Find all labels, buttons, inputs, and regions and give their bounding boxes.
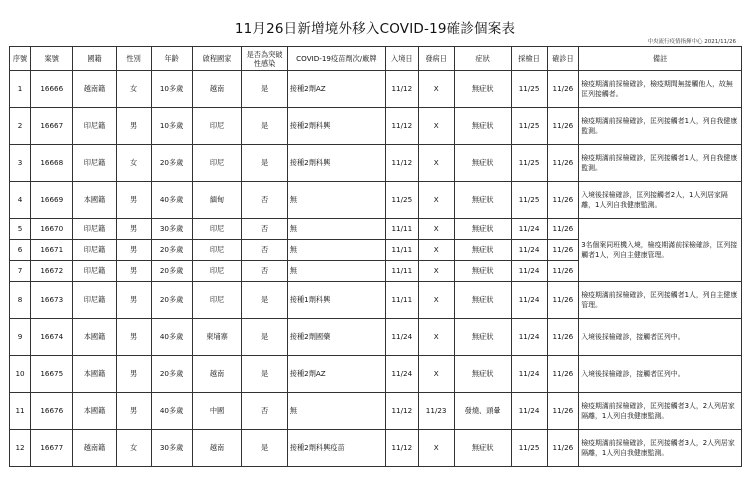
cell-seq: 11 <box>10 393 31 430</box>
table-row <box>10 319 742 356</box>
cell-entry: 11/12 <box>385 145 418 182</box>
cell-entry: 11/24 <box>385 319 418 356</box>
cell-age: 10多歲 <box>151 71 192 108</box>
cell-age: 40多歲 <box>151 319 192 356</box>
cell-nationality: 印尼籍 <box>73 240 116 261</box>
table-row <box>10 108 742 145</box>
cell-sex: 女 <box>116 430 151 467</box>
cell-symptom: 無症狀 <box>454 182 511 219</box>
cell-test: 11/25 <box>511 108 547 145</box>
cell-test: 11/25 <box>511 430 547 467</box>
cell-age: 40多歲 <box>151 393 192 430</box>
cell-case-no: 16672 <box>31 261 73 282</box>
cell-vaccine: 接種2劑科興 <box>287 145 385 182</box>
cell-age: 20多歲 <box>151 282 192 319</box>
cell-breakthrough: 是 <box>242 108 287 145</box>
cell-seq: 8 <box>10 282 31 319</box>
cell-test: 11/24 <box>511 240 547 261</box>
cell-confirm: 11/26 <box>547 356 579 393</box>
header-age: 年齡 <box>151 47 192 71</box>
cell-seq: 5 <box>10 219 31 240</box>
cell-vaccine: 接種2劑國藥 <box>287 319 385 356</box>
cell-vaccine: 無 <box>287 219 385 240</box>
cell-sex: 男 <box>116 356 151 393</box>
cell-symptom: 無症狀 <box>454 240 511 261</box>
cell-test: 11/24 <box>511 393 547 430</box>
cell-nationality: 印尼籍 <box>73 261 116 282</box>
cell-seq: 1 <box>10 71 31 108</box>
cell-test: 11/25 <box>511 71 547 108</box>
cell-seq: 4 <box>10 182 31 219</box>
cell-remark: 入境後採檢確診，接觸者匡列中。 <box>579 319 742 356</box>
cell-confirm: 11/26 <box>547 393 579 430</box>
cell-vaccine: 接種2劑科興 <box>287 108 385 145</box>
table-row <box>10 393 742 430</box>
cell-remark: 檢疫期滿前採檢確診，匡列接觸者1人，列自我健康監測。 <box>579 145 742 182</box>
cell-departure: 印尼 <box>192 108 242 145</box>
header-onset: 發病日 <box>418 47 454 71</box>
cell-symptom: 無症狀 <box>454 219 511 240</box>
cell-onset: 11/23 <box>418 393 454 430</box>
cell-departure: 柬埔寨 <box>192 319 242 356</box>
cell-vaccine: 無 <box>287 261 385 282</box>
table-row <box>10 282 742 319</box>
cell-confirm: 11/26 <box>547 145 579 182</box>
page-title: 11月26日新增境外移入COVID-19確診個案表 <box>234 21 516 37</box>
cell-symptom: 無症狀 <box>454 71 511 108</box>
cell-vaccine: 接種1劑科興 <box>287 282 385 319</box>
cell-symptom: 無症狀 <box>454 356 511 393</box>
cell-age: 20多歲 <box>151 145 192 182</box>
cell-onset: X <box>418 108 454 145</box>
header-row <box>10 47 742 71</box>
cell-test: 11/25 <box>511 182 547 219</box>
cell-confirm: 11/26 <box>547 261 579 282</box>
cell-remark: 入境後採檢確診，接觸者匡列中。 <box>579 356 742 393</box>
cell-seq: 10 <box>10 356 31 393</box>
cell-sex: 男 <box>116 319 151 356</box>
cell-departure: 印尼 <box>192 282 242 319</box>
cell-confirm: 11/26 <box>547 182 579 219</box>
cell-age: 20多歲 <box>151 261 192 282</box>
case-table <box>9 46 742 467</box>
cell-onset: X <box>418 430 454 467</box>
cell-case-no: 16673 <box>31 282 73 319</box>
cell-onset: X <box>418 219 454 240</box>
cell-remark: 入境後採檢確診，匡列接觸者2人，1人列居家隔離，1人列自我健康監測。 <box>579 182 742 219</box>
cell-remark: 檢疫期滿前採檢確診，匡列接觸者1人，列自我健康監測。 <box>579 108 742 145</box>
cell-symptom: 發燒、頭暈 <box>454 393 511 430</box>
cell-nationality: 印尼籍 <box>73 219 116 240</box>
cell-symptom: 無症狀 <box>454 319 511 356</box>
cell-seq: 3 <box>10 145 31 182</box>
cell-age: 20多歲 <box>151 240 192 261</box>
cell-remark-merged: 3名個案同班機入境，檢疫期滿前採檢確診，匡列接觸者1人，列自主健康管理。 <box>579 219 742 282</box>
cell-remark: 檢疫期滿前採檢確診，匡列接觸者3人，2人列居家隔離，1人列自我健康監測。 <box>579 430 742 467</box>
cell-vaccine: 接種2劑AZ <box>287 71 385 108</box>
cell-confirm: 11/26 <box>547 108 579 145</box>
cell-entry: 11/11 <box>385 282 418 319</box>
cell-case-no: 16669 <box>31 182 73 219</box>
cell-nationality: 越南籍 <box>73 71 116 108</box>
cell-age: 30多歲 <box>151 219 192 240</box>
cell-departure: 印尼 <box>192 261 242 282</box>
cell-seq: 7 <box>10 261 31 282</box>
cell-vaccine: 無 <box>287 182 385 219</box>
cell-age: 10多歲 <box>151 108 192 145</box>
cell-sex: 男 <box>116 282 151 319</box>
header-vaccine: COVID-19疫苗劑次/廠牌 <box>287 47 385 71</box>
cell-case-no: 16666 <box>31 71 73 108</box>
cell-symptom: 無症狀 <box>454 145 511 182</box>
cell-seq: 9 <box>10 319 31 356</box>
cell-breakthrough: 是 <box>242 71 287 108</box>
source-note: 中央流行疫情指揮中心 2021/11/26 <box>647 39 736 45</box>
cell-departure: 越南 <box>192 356 242 393</box>
cell-seq: 6 <box>10 240 31 261</box>
cell-nationality: 本國籍 <box>73 393 116 430</box>
cell-test: 11/24 <box>511 219 547 240</box>
cell-onset: X <box>418 71 454 108</box>
cell-case-no: 16667 <box>31 108 73 145</box>
cell-vaccine: 無 <box>287 240 385 261</box>
cell-sex: 男 <box>116 182 151 219</box>
cell-entry: 11/11 <box>385 240 418 261</box>
header-nationality: 國籍 <box>73 47 116 71</box>
cell-onset: X <box>418 145 454 182</box>
cell-breakthrough: 否 <box>242 182 287 219</box>
cell-nationality: 本國籍 <box>73 356 116 393</box>
cell-departure: 中國 <box>192 393 242 430</box>
cell-onset: X <box>418 261 454 282</box>
cell-onset: X <box>418 240 454 261</box>
cell-confirm: 11/26 <box>547 282 579 319</box>
cell-sex: 女 <box>116 71 151 108</box>
cell-sex: 男 <box>116 108 151 145</box>
cell-breakthrough: 否 <box>242 240 287 261</box>
cell-symptom: 無症狀 <box>454 282 511 319</box>
header-remark: 備註 <box>579 47 742 71</box>
table-row <box>10 430 742 467</box>
cell-breakthrough: 否 <box>242 261 287 282</box>
cell-test: 11/24 <box>511 261 547 282</box>
cell-remark: 檢疫期滿前採檢確診，匡列接觸者1人，列自主健康管理。 <box>579 282 742 319</box>
cell-confirm: 11/26 <box>547 240 579 261</box>
cell-test: 11/24 <box>511 356 547 393</box>
header-seq: 序號 <box>10 47 31 71</box>
cell-breakthrough: 否 <box>242 393 287 430</box>
cell-departure: 緬甸 <box>192 182 242 219</box>
cell-nationality: 印尼籍 <box>73 282 116 319</box>
cell-vaccine: 接種2劑AZ <box>287 356 385 393</box>
cell-test: 11/25 <box>511 145 547 182</box>
cell-case-no: 16677 <box>31 430 73 467</box>
cell-onset: X <box>418 356 454 393</box>
table-row <box>10 219 742 240</box>
cell-age: 30多歲 <box>151 430 192 467</box>
cell-symptom: 無症狀 <box>454 430 511 467</box>
cell-breakthrough: 是 <box>242 282 287 319</box>
cell-test: 11/24 <box>511 282 547 319</box>
cell-onset: X <box>418 282 454 319</box>
cell-case-no: 16676 <box>31 393 73 430</box>
cell-breakthrough: 是 <box>242 145 287 182</box>
cell-entry: 11/12 <box>385 430 418 467</box>
header-departure: 啟程國家 <box>192 47 242 71</box>
header-breakthrough: 是否為突破性感染 <box>242 47 287 71</box>
cell-nationality: 本國籍 <box>73 319 116 356</box>
cell-case-no: 16670 <box>31 219 73 240</box>
cell-vaccine: 無 <box>287 393 385 430</box>
cell-entry: 11/11 <box>385 261 418 282</box>
cell-onset: X <box>418 182 454 219</box>
cell-entry: 11/12 <box>385 108 418 145</box>
cell-sex: 女 <box>116 145 151 182</box>
header-sex: 性別 <box>116 47 151 71</box>
cell-case-no: 16675 <box>31 356 73 393</box>
cell-sex: 男 <box>116 261 151 282</box>
cell-confirm: 11/26 <box>547 219 579 240</box>
table-row <box>10 145 742 182</box>
cell-sex: 男 <box>116 240 151 261</box>
cell-departure: 越南 <box>192 71 242 108</box>
cell-departure: 印尼 <box>192 219 242 240</box>
header-test: 採檢日 <box>511 47 547 71</box>
cell-entry: 11/12 <box>385 393 418 430</box>
cell-nationality: 印尼籍 <box>73 108 116 145</box>
cell-nationality: 越南籍 <box>73 430 116 467</box>
cell-entry: 11/12 <box>385 71 418 108</box>
table-row <box>10 71 742 108</box>
cell-seq: 2 <box>10 108 31 145</box>
cell-symptom: 無症狀 <box>454 108 511 145</box>
header-symptom: 症狀 <box>454 47 511 71</box>
cell-sex: 男 <box>116 219 151 240</box>
cell-nationality: 印尼籍 <box>73 145 116 182</box>
cell-vaccine: 接種2劑科興疫苗 <box>287 430 385 467</box>
cell-breakthrough: 是 <box>242 319 287 356</box>
cell-entry: 11/11 <box>385 219 418 240</box>
cell-case-no: 16668 <box>31 145 73 182</box>
header-entry: 入境日 <box>385 47 418 71</box>
cell-confirm: 11/26 <box>547 319 579 356</box>
cell-entry: 11/25 <box>385 182 418 219</box>
cell-confirm: 11/26 <box>547 71 579 108</box>
cell-age: 40多歲 <box>151 182 192 219</box>
cell-entry: 11/24 <box>385 356 418 393</box>
cell-sex: 男 <box>116 393 151 430</box>
cell-age: 20多歲 <box>151 356 192 393</box>
cell-case-no: 16671 <box>31 240 73 261</box>
cell-breakthrough: 否 <box>242 219 287 240</box>
cell-onset: X <box>418 319 454 356</box>
cell-confirm: 11/26 <box>547 430 579 467</box>
cell-departure: 印尼 <box>192 240 242 261</box>
cell-case-no: 16674 <box>31 319 73 356</box>
header-case-no: 案號 <box>31 47 73 71</box>
cell-remark: 檢疫期滿前採檢確診，檢疫期間無接觸他人，故無匡列接觸者。 <box>579 71 742 108</box>
cell-departure: 印尼 <box>192 145 242 182</box>
cell-symptom: 無症狀 <box>454 261 511 282</box>
cell-nationality: 本國籍 <box>73 182 116 219</box>
table-row <box>10 182 742 219</box>
cell-departure: 越南 <box>192 430 242 467</box>
table-row <box>10 356 742 393</box>
cell-breakthrough: 是 <box>242 356 287 393</box>
header-confirm: 確診日 <box>547 47 579 71</box>
cell-seq: 12 <box>10 430 31 467</box>
cell-test: 11/24 <box>511 319 547 356</box>
cell-breakthrough: 是 <box>242 430 287 467</box>
cell-remark: 檢疫期滿前採檢確診，匡列接觸者3人，2人列居家隔離，1人列自我健康監測。 <box>579 393 742 430</box>
